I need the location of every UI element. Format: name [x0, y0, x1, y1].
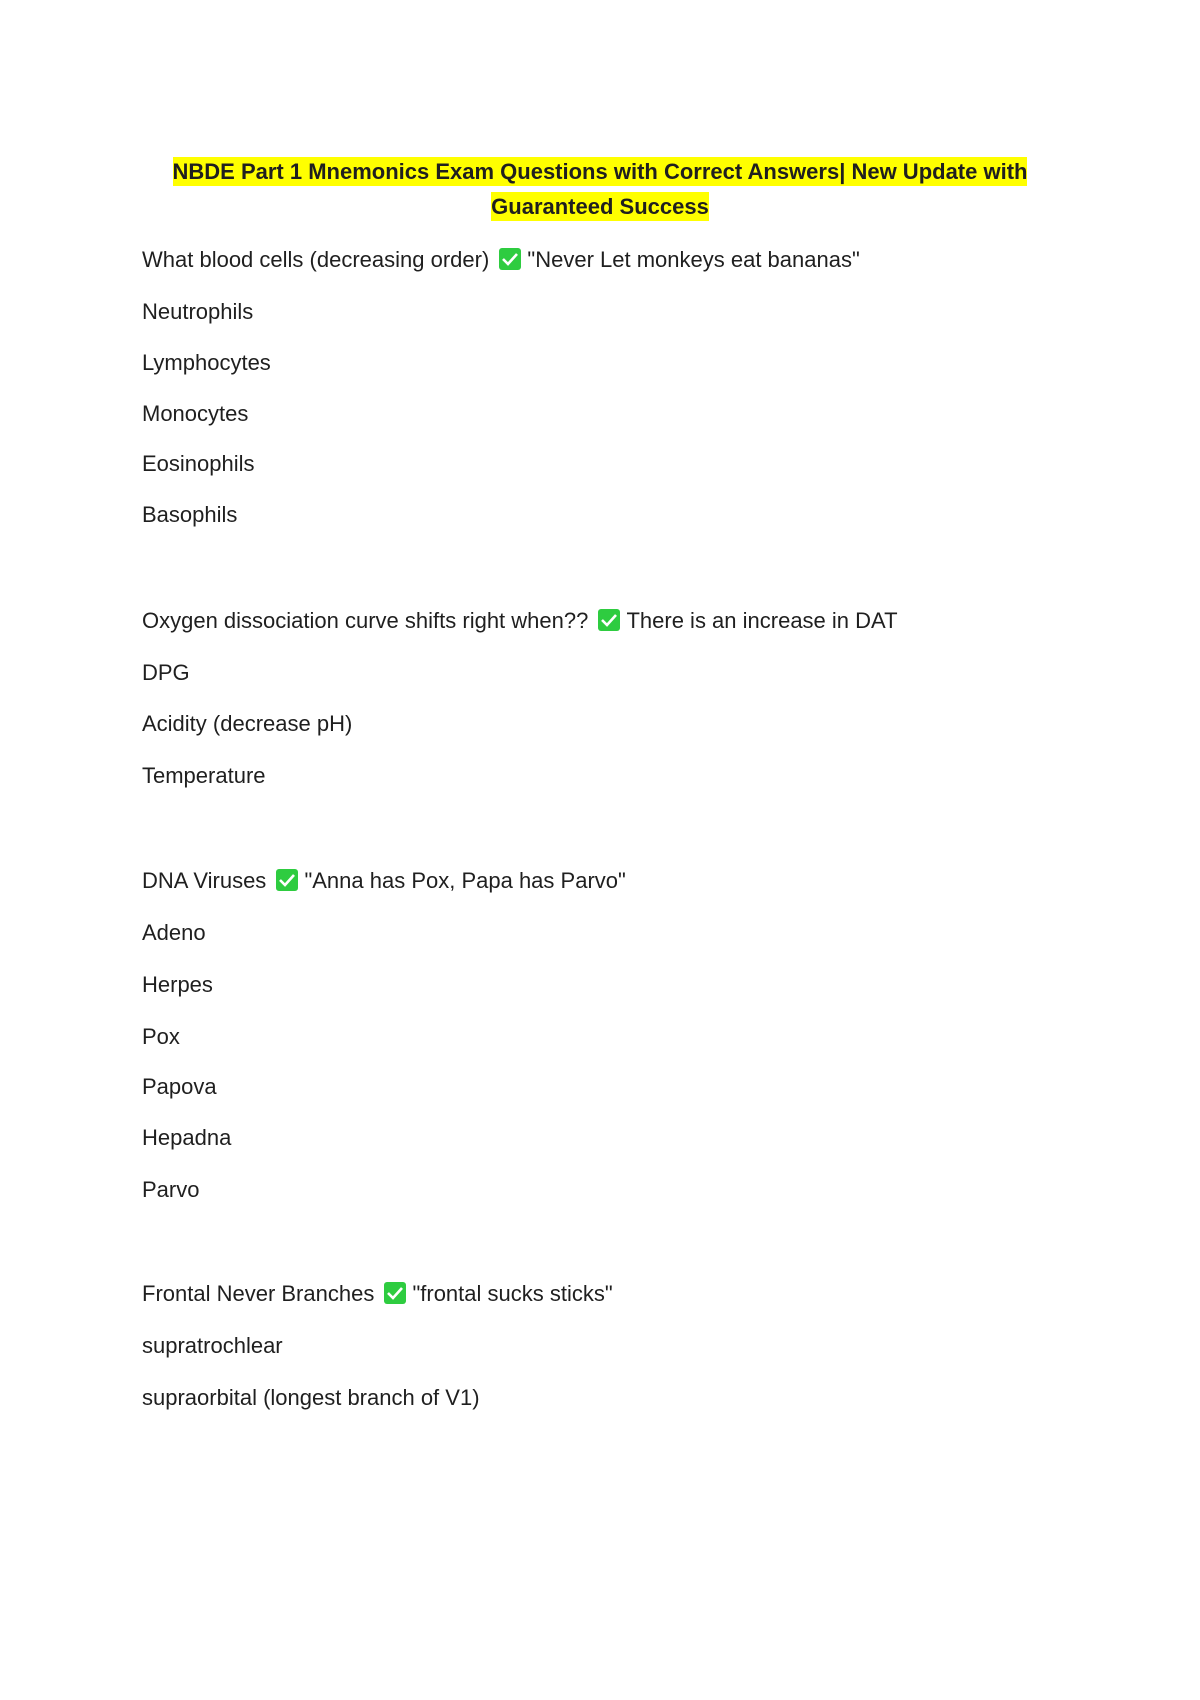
answer-text: There is an increase in DAT: [626, 608, 898, 633]
list-item: Neutrophils: [142, 299, 254, 324]
title-line-1: NBDE Part 1 Mnemonics Exam Questions with Correct Answers| New Update with: [172, 159, 1028, 184]
answer-text: "frontal sucks sticks": [412, 1281, 613, 1306]
question-text: Frontal Never Branches: [142, 1281, 375, 1306]
question-row: [142, 867, 626, 895]
check-box-icon: [276, 869, 298, 891]
question-text: DNA Viruses: [142, 868, 267, 893]
question-row: [142, 1280, 613, 1308]
list-item: DPG: [142, 660, 190, 685]
list-item: supraorbital (longest branch of V1): [142, 1385, 480, 1410]
list-item: Adeno: [142, 920, 206, 945]
check-box-icon: [384, 1282, 406, 1304]
list-item: Eosinophils: [142, 451, 255, 476]
question-row: [142, 607, 898, 635]
document-title: [150, 154, 1050, 224]
list-item: Lymphocytes: [142, 350, 271, 375]
list-item: supratrochlear: [142, 1333, 283, 1358]
list-item: Hepadna: [142, 1125, 232, 1150]
check-box-icon: [598, 609, 620, 631]
list-item: Herpes: [142, 972, 213, 997]
list-item: Monocytes: [142, 401, 249, 426]
answer-text: "Never Let monkeys eat bananas": [527, 247, 860, 272]
list-item: Acidity (decrease pH): [142, 711, 353, 736]
question-row: [142, 246, 860, 274]
list-item: Temperature: [142, 763, 266, 788]
answer-text: "Anna has Pox, Papa has Parvo": [304, 868, 626, 893]
title-line-2: Guaranteed Success: [491, 194, 709, 219]
question-text: What blood cells (decreasing order): [142, 247, 490, 272]
list-item: Pox: [142, 1024, 180, 1049]
question-text: Oxygen dissociation curve shifts right when??: [142, 608, 589, 633]
check-box-icon: [499, 248, 521, 270]
list-item: Basophils: [142, 502, 238, 527]
list-item: Papova: [142, 1074, 217, 1099]
list-item: Parvo: [142, 1177, 200, 1202]
